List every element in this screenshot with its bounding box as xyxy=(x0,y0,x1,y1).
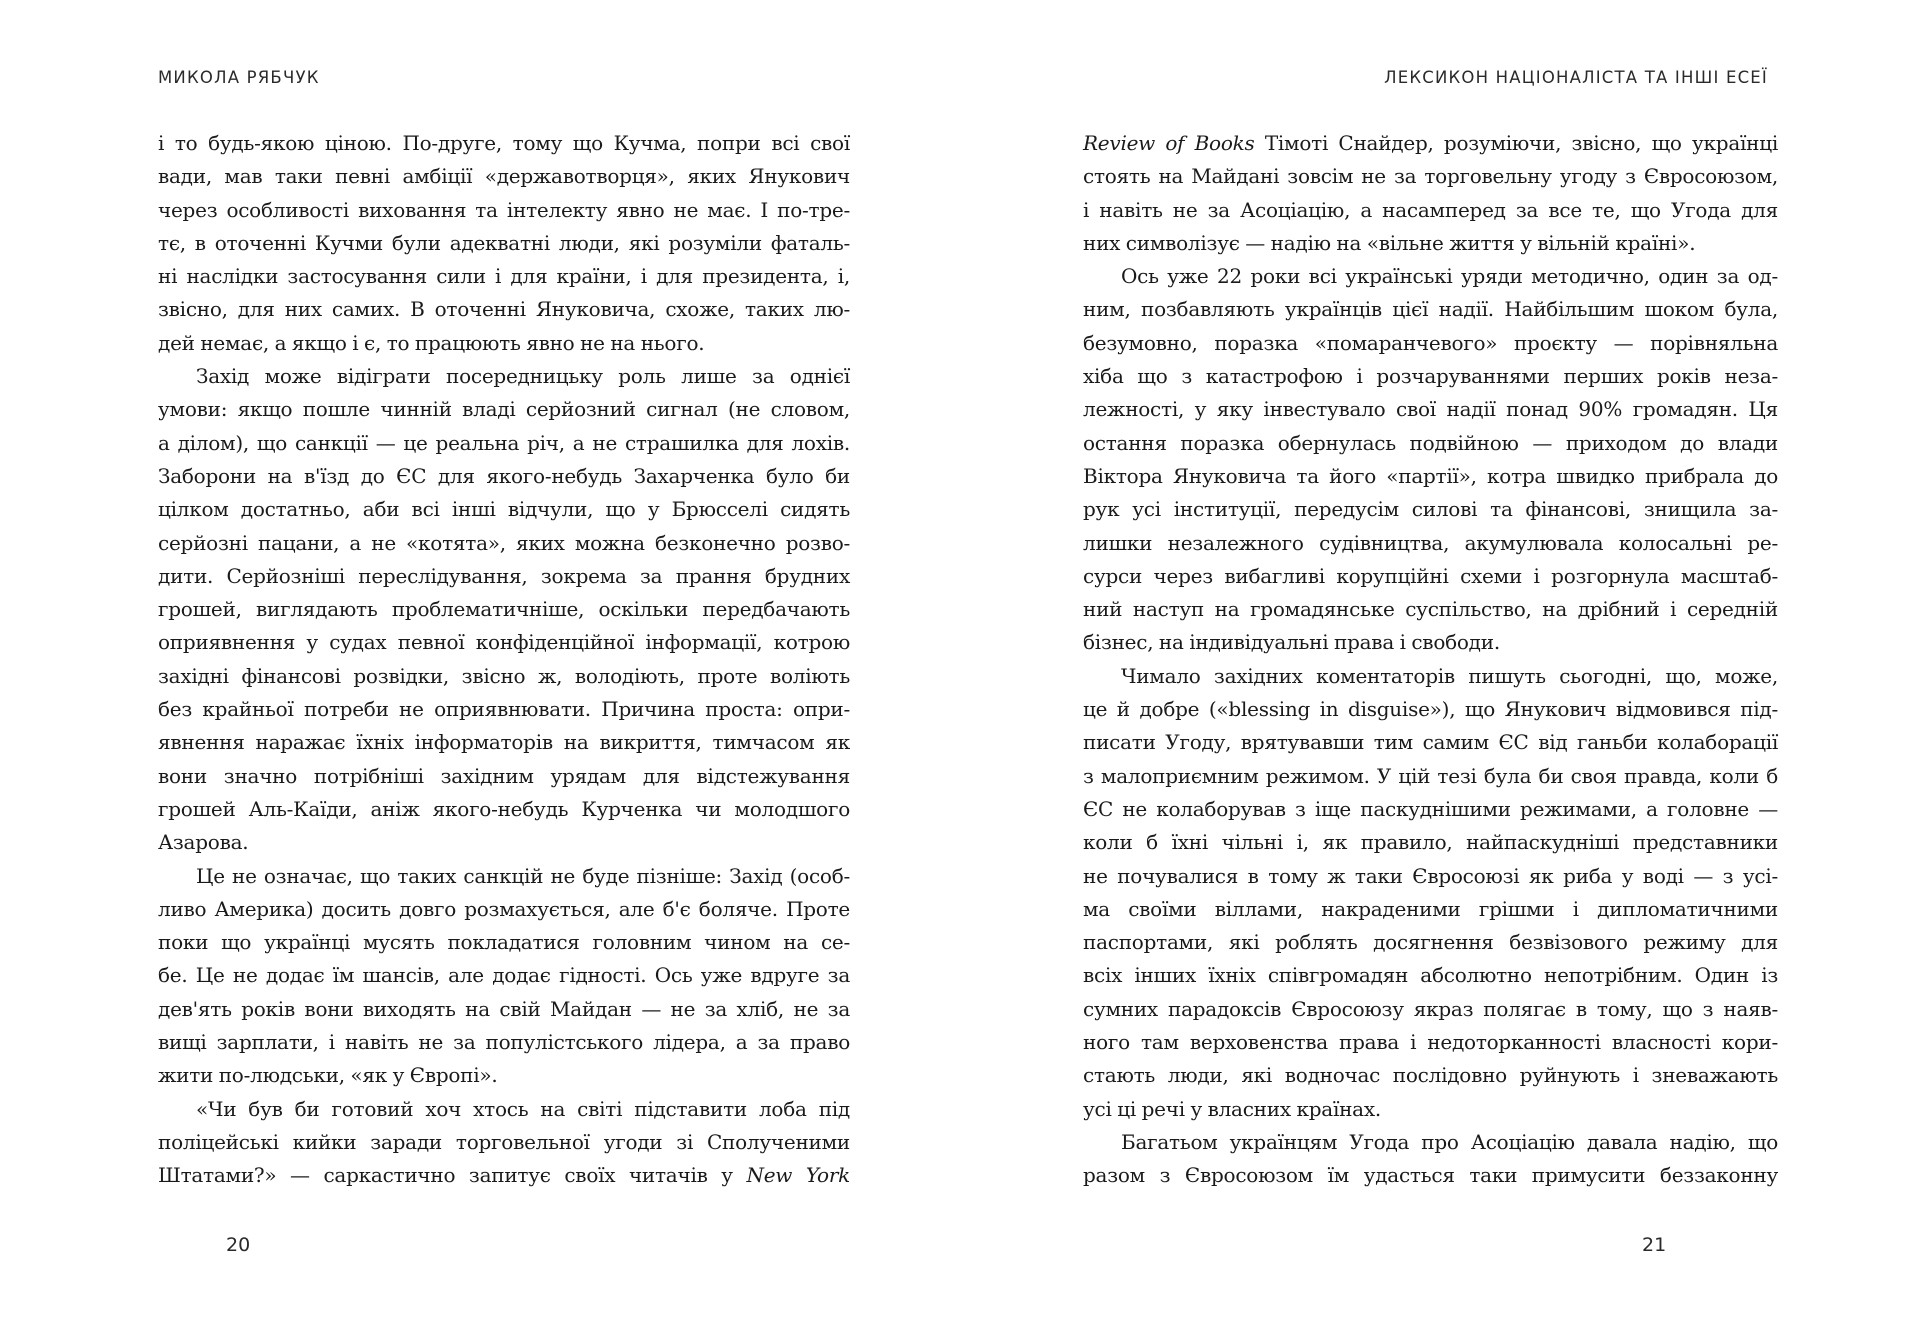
text-line: ного там верховенства права і недоторканності власності кори- xyxy=(1083,1030,1778,1055)
text-line: вищі зарплати, і навіть не за популістського лідера, а за право xyxy=(158,1030,850,1055)
text-line: сурси через вибагливі корупційні схеми і розгорнула масштаб- xyxy=(1083,563,1778,588)
text-line: ЄС не колаборував з іще паскуднішими режимами, а головне — xyxy=(1083,796,1778,821)
text-line: цілком достатньо, аби всі інші відчули, що у Брюсселі сидять xyxy=(158,497,850,522)
right-page xyxy=(960,0,1920,1325)
page-number: 21 xyxy=(1642,1234,1667,1256)
text-line: грошей, виглядають проблематичніше, оскільки передбачають xyxy=(158,597,850,622)
text-line: і навіть не за Асоціацію, а насамперед за все те, що Угода для xyxy=(1083,197,1778,222)
text-line: ний наступ на громадянське суспільство, на дрібний і середній xyxy=(1083,597,1778,622)
text-line: ма своїми віллами, накраденими грішми і дипломатичними xyxy=(1083,896,1778,921)
text-line: усі ці речі у власних країнах. xyxy=(1083,1096,1381,1121)
text-line: паспортами, які роблять досягнення безвізового режиму для xyxy=(1083,930,1778,955)
text-line: «Чи був би готовий хоч хтось на світі підставити лоба під xyxy=(196,1096,850,1121)
text-line: з малоприємним режимом. У цій тезі була би своя правда, коли б xyxy=(1083,763,1778,788)
text-line: жити по-людськи, «як у Європі». xyxy=(158,1063,498,1088)
text-line: писати Угоду, врятувавши тим самим ЄС від ганьби колаборації xyxy=(1083,730,1778,755)
text-line: тє, в оточенні Кучми були адекватні люди, які розуміли фаталь- xyxy=(158,230,850,255)
text-line: ним, позбавляють українців цієї надії. Найбільшим шоком була, xyxy=(1083,297,1778,322)
running-head-title: ЛЕКСИКОН НАЦІОНАЛІСТА ТА ІНШІ ЕСЕЇ xyxy=(1384,68,1768,87)
text-line: Це не означає, що таких санкцій не буде пізніше: Захід (особ- xyxy=(196,863,850,888)
text-line: а ділом), що санкції — це реальна річ, а не страшилка для лохів. xyxy=(158,430,850,455)
text-line xyxy=(1083,127,1778,160)
text-line: Багатьом українцям Угода про Асоціацію давала надію, що xyxy=(1121,1129,1778,1154)
text-line: серйозні пацани, а не «котята», яких можна безконечно розво- xyxy=(158,530,850,555)
text-line: поки що українці мусять покладатися головним чином на се- xyxy=(158,930,850,955)
right-page-text xyxy=(1083,127,1778,1193)
text-line: хіба що з катастрофою і розчаруваннями перших років неза- xyxy=(1083,364,1778,389)
text-line: звісно, для них самих. В оточенні Януковича, схоже, таких лю- xyxy=(158,297,850,322)
page-number: 20 xyxy=(226,1234,251,1256)
text-line: стоять на Майдані зовсім не за торговельну угоду з Євросоюзом, xyxy=(1083,164,1778,189)
text-line: остання поразка обернулась подвійною — приходом до влади xyxy=(1083,430,1778,455)
text-line: умови: якщо пошле чинній владі серйозний сигнал (не словом, xyxy=(158,397,850,422)
text-line: коли б їхні чільні і, як правило, найпаскудніші представники xyxy=(1083,830,1778,855)
text-line: ні наслідки застосування сили і для країни, і для президента, і, xyxy=(158,264,850,289)
text-line: рук усі інституції, передусім силові та фінансові, знищила за- xyxy=(1083,497,1778,522)
italic-title-part: New York xyxy=(746,1163,851,1188)
text-line: це й добре («blessing in disguise»), що Янукович відмовився під- xyxy=(1083,697,1778,722)
text-line: дити. Серйозніші переслідування, зокрема за прання брудних xyxy=(158,563,850,588)
text-line: дев'ять років вони виходять на свій Майдан — не за хліб, не за xyxy=(158,996,850,1021)
text-line: поліцейські кийки заради торговельної угоди зі Сполученими xyxy=(158,1129,850,1154)
left-page-text xyxy=(158,127,850,1193)
italic-title-part: Review of Books xyxy=(1083,131,1255,155)
text-line: не почувалися в тому ж таки Євросоюзі як риба у воді — з усі- xyxy=(1083,863,1778,888)
text-line: стають люди, які водночас послідовно руйнують і зневажають xyxy=(1083,1063,1778,1088)
text-line: явнення наражає їхніх інформаторів на викриття, тимчасом як xyxy=(158,730,850,755)
text-line: західні фінансові розвідки, звісно ж, володіють, проте воліють xyxy=(158,663,850,688)
text-line-part: Штатами?» — саркастично запитує своїх читачів у xyxy=(158,1163,747,1188)
text-line: Віктора Януковича та його «партії», котра швидко прибрала до xyxy=(1083,463,1778,488)
text-line: оприявнення у судах певної конфіденційної інформації, котрою xyxy=(158,630,850,655)
text-line: Заборони на в'їзд до ЄС для якого-небудь Захарченка було би xyxy=(158,463,850,488)
text-line: Азарова. xyxy=(158,830,249,855)
text-line: них символізує — надію на «вільне життя у вільній країні». xyxy=(1083,230,1696,255)
text-line: бе. Це не додає їм шансів, але додає гідності. Ось уже вдруге за xyxy=(158,963,850,988)
text-line: бізнес, на індивідуальні права і свободи. xyxy=(1083,630,1500,655)
text-line: без крайньої потреби не оприявнювати. Причина проста: опри- xyxy=(158,697,850,722)
text-line-part: Тімоті Снайдер, розуміючи, звісно, що українці xyxy=(1254,131,1778,155)
text-line: безумовно, поразка «помаранчевого» проєкту — порівняльна xyxy=(1083,330,1778,355)
text-line: всіх інших їхніх співгромадян абсолютно непотрібним. Один із xyxy=(1083,963,1778,988)
text-line: і то будь-якою ціною. По-друге, тому що Кучма, попри всі свої xyxy=(158,131,850,155)
text-line xyxy=(158,1159,850,1192)
text-line: вади, мав таки певні амбіції «державотворця», яких Янукович xyxy=(158,164,850,189)
text-line: Захід може відіграти посередницьку роль лише за однієї xyxy=(196,364,850,389)
text-line: вони значно потрібніші західним урядам для відстежування xyxy=(158,763,850,788)
text-line: разом з Євросоюзом їм удасться таки примусити беззаконну xyxy=(1083,1163,1778,1188)
text-line: сумних парадоксів Євросоюзу якраз полягає в тому, що з наяв- xyxy=(1083,996,1778,1021)
text-line: Ось уже 22 роки всі українські уряди методично, один за од- xyxy=(1121,264,1778,289)
running-head-author: МИКОЛА РЯБЧУК xyxy=(158,68,320,87)
text-line: через особливості виховання та інтелекту явно не має. І по-тре- xyxy=(158,197,850,222)
text-line: лежності, у яку інвестувало свої надії понад 90% громадян. Ця xyxy=(1083,397,1778,422)
text-line: Чимало західних коментаторів пишуть сьогодні, що, може, xyxy=(1121,663,1778,688)
text-line: дей немає, а якщо і є, то працюють явно не на нього. xyxy=(158,330,705,355)
text-line: лишки незалежного судівництва, акумулювала колосальні ре- xyxy=(1083,530,1778,555)
text-line: грошей Аль-Каїди, аніж якого-небудь Курченка чи молодшого xyxy=(158,796,850,821)
text-line: ливо Америка) досить довго розмахується, але б'є боляче. Проте xyxy=(158,896,850,921)
